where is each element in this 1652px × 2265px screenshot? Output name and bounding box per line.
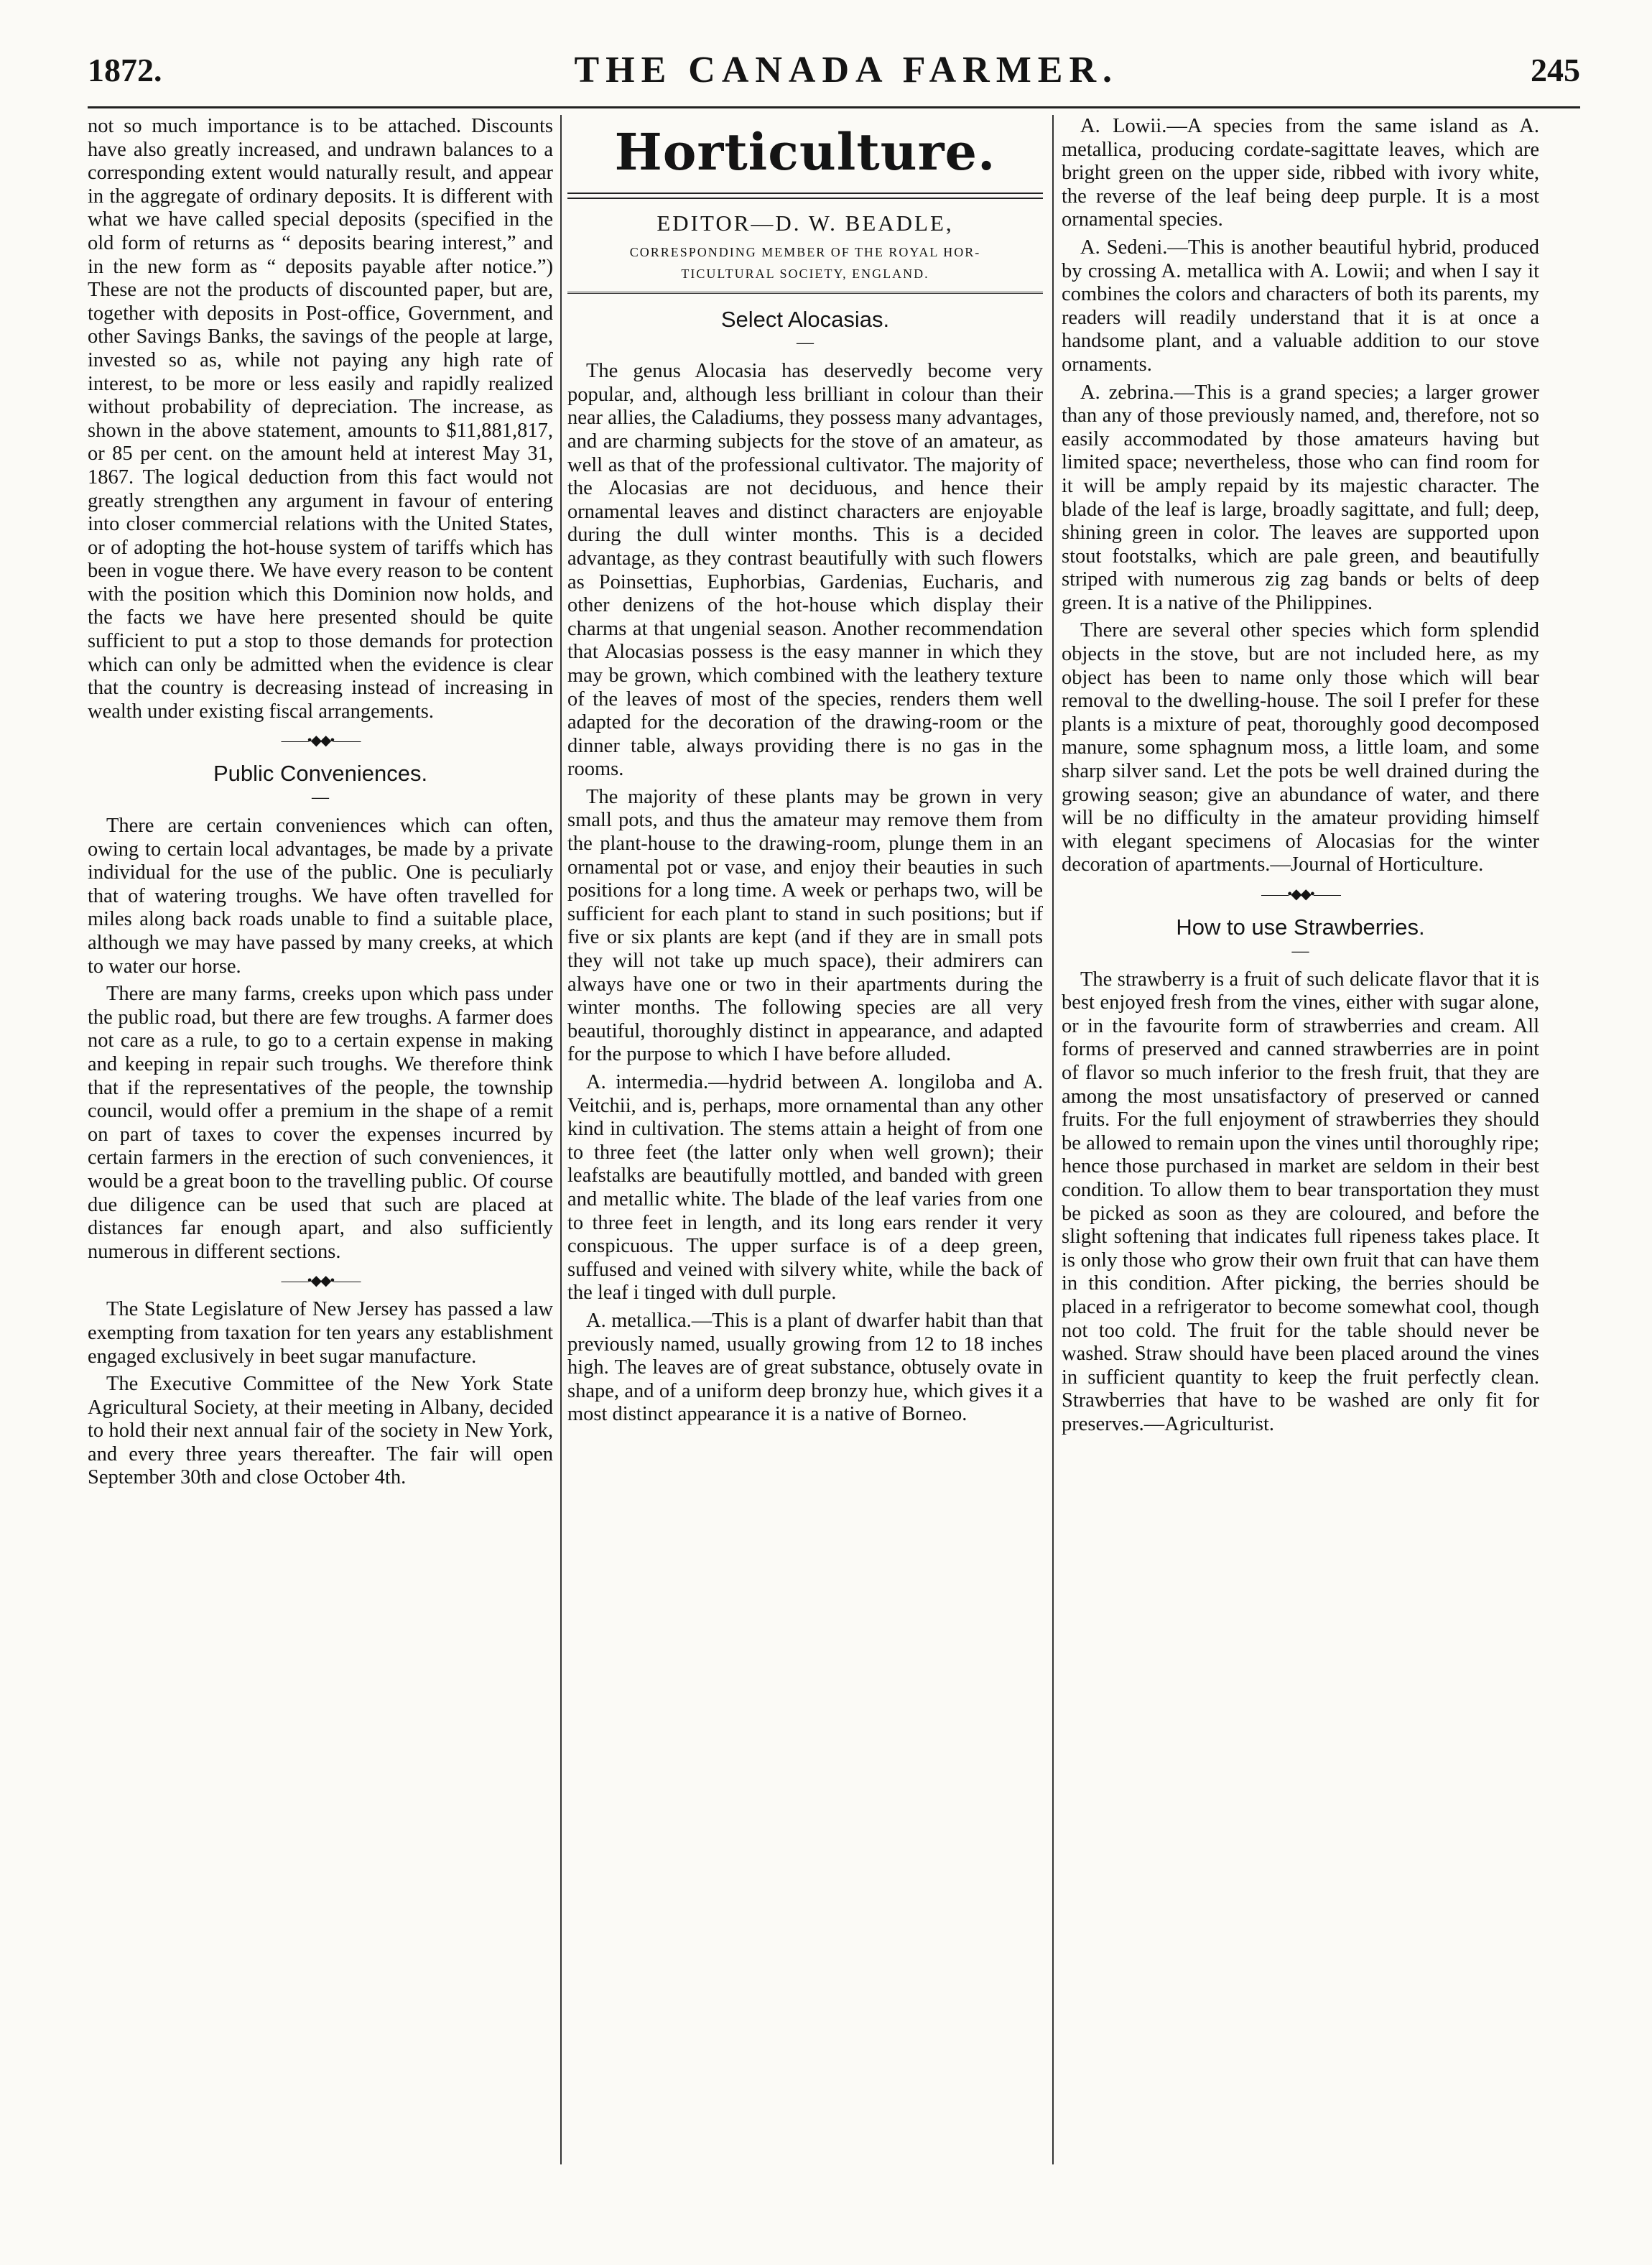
column-3: [1062, 115, 1539, 1440]
ornament-divider: ——•◆◆•——: [1261, 886, 1340, 902]
editor-line: EDITOR—D. W. BEADLE,: [656, 210, 954, 236]
short-dash: —: [312, 788, 329, 807]
new-york-note: The Executive Committee of the New York State Agricultural Society, at their meeting in Albany, decided to hold their next annual fair of the society in New York, and every three years thereafter. The fair will open September 30th and close October 4th.: [88, 1373, 553, 1489]
short-dash: —: [1291, 941, 1309, 960]
header-year: 1872.: [88, 51, 162, 88]
short-dash: —: [797, 333, 814, 353]
dashed-rule: [567, 292, 1043, 294]
alocasias-species-metallica: A. metallica.—This is a plant of dwarfer habit than that previously named, usually growing from 12 to 18 inches high. The leaves are of great substance, obtusely ovate in shape, and of a uniform deep bronzy hue, which gives it a most distinct appearance it is a native of Borneo.: [567, 1309, 1043, 1426]
public-conveniences-paragraph: There are certain conveniences which can often, owing to certain local advantages, be made by a private individual for the use of the public. One is peculiarly that of watering troughs. We have often travelled for miles along back roads unable to find a suitable place, although we may have passed by many creeks, at which to water our horse.: [88, 815, 553, 978]
editor-credentials-line: TICULTURAL SOCIETY, ENGLAND.: [681, 266, 929, 281]
double-rule: [567, 193, 1043, 199]
alocasias-paragraph: The majority of these plants may be grown in very small pots, and thus the amateur may remove them from the plant-house to the drawing-room, plunge them in an ornamental pot or vase, and enjoy their beauties in such positions for a long time. A week or perhaps two, will be sufficient for each plant to stand in such positions; but if five or six plants are kept (and if they are in small pots they will not take up much space), their admirers can always have one or two in their apartments during the winter months. The following species are all very beautiful, thoroughly distinct in appearance, and adapted for the purpose to which I have before alluded.: [567, 785, 1043, 1066]
alocasias-species-sedeni: A. Sedeni.—This is another beautiful hybrid, produced by crossing A. metallica with A. Lowii; and when I say it combines the colors and characters of both its parents, my readers will readily understand that it is at once a handsome plant, and a valuable addition to our stove ornaments.: [1062, 236, 1539, 376]
header-rule: [88, 106, 1580, 108]
strawberries-heading: How to use Strawberries.: [1176, 914, 1425, 940]
ornament-divider: ——•◆◆•——: [281, 733, 360, 749]
alocasias-species-intermedia: A. intermedia.—hydrid between A. longiloba and A. Veitchii, and is, perhaps, more ornamental than any other kind in cultivation. The stems attain a height of from one to three feet (the latter only when well grown); their leafstalks are beautifully mottled, and banded with green and metallic white. The blade of the leaf varies from one to three feet in length, and its long ears render it very conspicuous. The upper surface is of a deep green, suffused and veined with silvery white, while the back of the leaf i tinged with dull purple.: [567, 1071, 1043, 1305]
alocasias-paragraph: The genus Alocasia has deservedly become very popular, and, although less brilliant in colour than their near allies, the Caladiums, they possess many advantages, and are charming subjects for the stove of an amateur, as well as that of the professional cultivator. The majority of the Alocasias are not deciduous, and hence their ornamental leaves and distinct characters are enjoyable during the dull winter months. This is a decided advantage, as they contrast beautifully with such flowers as Poinsettias, Euphorbias, Gardenias, Eucharis, and other denizens of the hot-house which display their charms at that ungenial season. Another recommendation that Alocasias possess is the easy manner in which they may be grown, which combined with the leathery texture of the leaves of most of the species, renders them well adapted for the decoration of the drawing-room or the dinner table, always providing there is no gas in the rooms.: [567, 360, 1043, 781]
public-conveniences-heading: Public Conveniences.: [213, 761, 428, 787]
column-separator: [560, 115, 562, 2164]
editor-credentials-line: CORRESPONDING MEMBER OF THE ROYAL HOR-: [629, 244, 981, 259]
ornament-divider: ——•◆◆•——: [281, 1273, 360, 1289]
masthead: [88, 42, 1580, 98]
page-number: 245: [1531, 51, 1580, 88]
finance-article-text: not so much importance is to be attached. Discounts have also greatly increased, and undrawn balances to a corresponding extent would naturally result, and appear in the aggregate of ordinary deposits. It is different with what we have called special deposits (specified in the old form of returns as “ deposits bearing interest,” and in the new form as “ deposits payable after notice.”) These are not the products of discounted paper, but are, together with deposits in Post-office, Government, and other Savings Banks, the savings of the people at large, invested so as, while not paying any high rate of interest, to be more or less easily and rapidly realized without probability of depreciation. The increase, as shown in the above statement, amounts to $11,881,817, or 85 per cent. on the amount held at interest May 31, 1867. The logical deduction from this fact would not greatly strengthen any argument in favour of entering into closer commercial relations with the United States, or of adopting the hot-house system of tariffs which has been in vogue there. We have every reason to be content with the position which this Dominion now holds, and the facts we have here presented should be quite sufficient to put a stop to those demands for protection which can only be admitted when the evidence is clear that the country is decreasing instead of increasing in wealth under existing fiscal arrangements.: [88, 115, 553, 723]
column-1: [88, 115, 553, 1494]
column-separator: [1052, 115, 1054, 2164]
horticulture-heading: Horticulture.: [614, 122, 996, 182]
editor-credentials: [567, 241, 1043, 284]
alocasias-heading: Select Alocasias.: [720, 306, 890, 332]
strawberries-paragraph: The strawberry is a fruit of such delicate flavor that it is best enjoyed fresh from the vines, either with sugar alone, or in the favourite form of strawberries and cream. All forms of preserved and canned strawberries are in point of flavor so much inferior to the fresh fruit, that they are among the most unsatisfactory of preserved or canned fruits. For the full enjoyment of strawberries they should be allowed to remain upon the vines until thoroughly ripe; hence those purchased in market are seldom in their best condition. To allow them to bear transportation they must be picked as soon as they are coloured, and before the slight softening that indicates full ripeness takes place. It is only those who grow their own fruit that can have them in this condition. After picking, the berries should be placed in a refrigerator to become somewhat cool, though not too cold. The fruit for the table should never be washed. Straw should have been placed around the vines in sufficient quantity to keep the fruit perfectly clean. Strawberries that have to be washed are only fit for preserves.—Agriculturist.: [1062, 968, 1539, 1435]
column-2: [567, 115, 1043, 1431]
alocasias-species-lowii: A. Lowii.—A species from the same island as A. metallica, producing cordate-sagittate leaves, which are bright green on the upper side, ribbed with ivory white, the reverse of the leaf being deep purple. It is a most ornamental species.: [1062, 115, 1539, 231]
new-jersey-note: The State Legislature of New Jersey has passed a law exempting from taxation for ten years any establishment engaged exclusively in beet sugar manufacture.: [88, 1298, 553, 1368]
alocasias-closing-paragraph: There are several other species which form splendid objects in the stove, but are not included here, as my object has been to name only those which will bear removal to the dwelling-house. The soil I prefer for these plants is a mixture of peat, thoroughly good decomposed manure, some sphagnum moss, a little loam, and some sharp silver sand. Let the pots be well drained during the growing season; give an abundance of water, and there will be no difficulty in the amateur providing himself with elegant specimens of Alocasias for the winter decoration of apartments.—Journal of Horticulture.: [1062, 619, 1539, 876]
header-title: THE CANADA FARMER.: [574, 49, 1119, 91]
public-conveniences-paragraph: There are many farms, creeks upon which pass under the public road, but there are few troughs. A farmer does not care as a rule, to go to a certain expense in making and keeping in repair such troughs. We therefore think that if the representatives of the people, the township council, would offer a premium in the shape of a remit on part of taxes to cover the expenses incurred by certain farmers in the erection of such conveniences, it would be a great boon to the travelling public. Of course due diligence can be used that such are placed at distances far enough apart, and also sufficiently numerous in different sections.: [88, 983, 553, 1263]
alocasias-species-zebrina: A. zebrina.—This is a grand species; a larger grower than any of those previously named, and, therefore, not so easily accommodated by those amateurs having but limited space; nevertheless, those who can find room for it will be amply repaid by its majestic character. The blade of the leaf is large, broadly sagittate, and full; deep, shining green in color. The leaves are supported upon stout footstalks, which are pale green, and beautifully striped with numerous zig zag bands or belts of deep green. It is a native of the Philippines.: [1062, 381, 1539, 614]
